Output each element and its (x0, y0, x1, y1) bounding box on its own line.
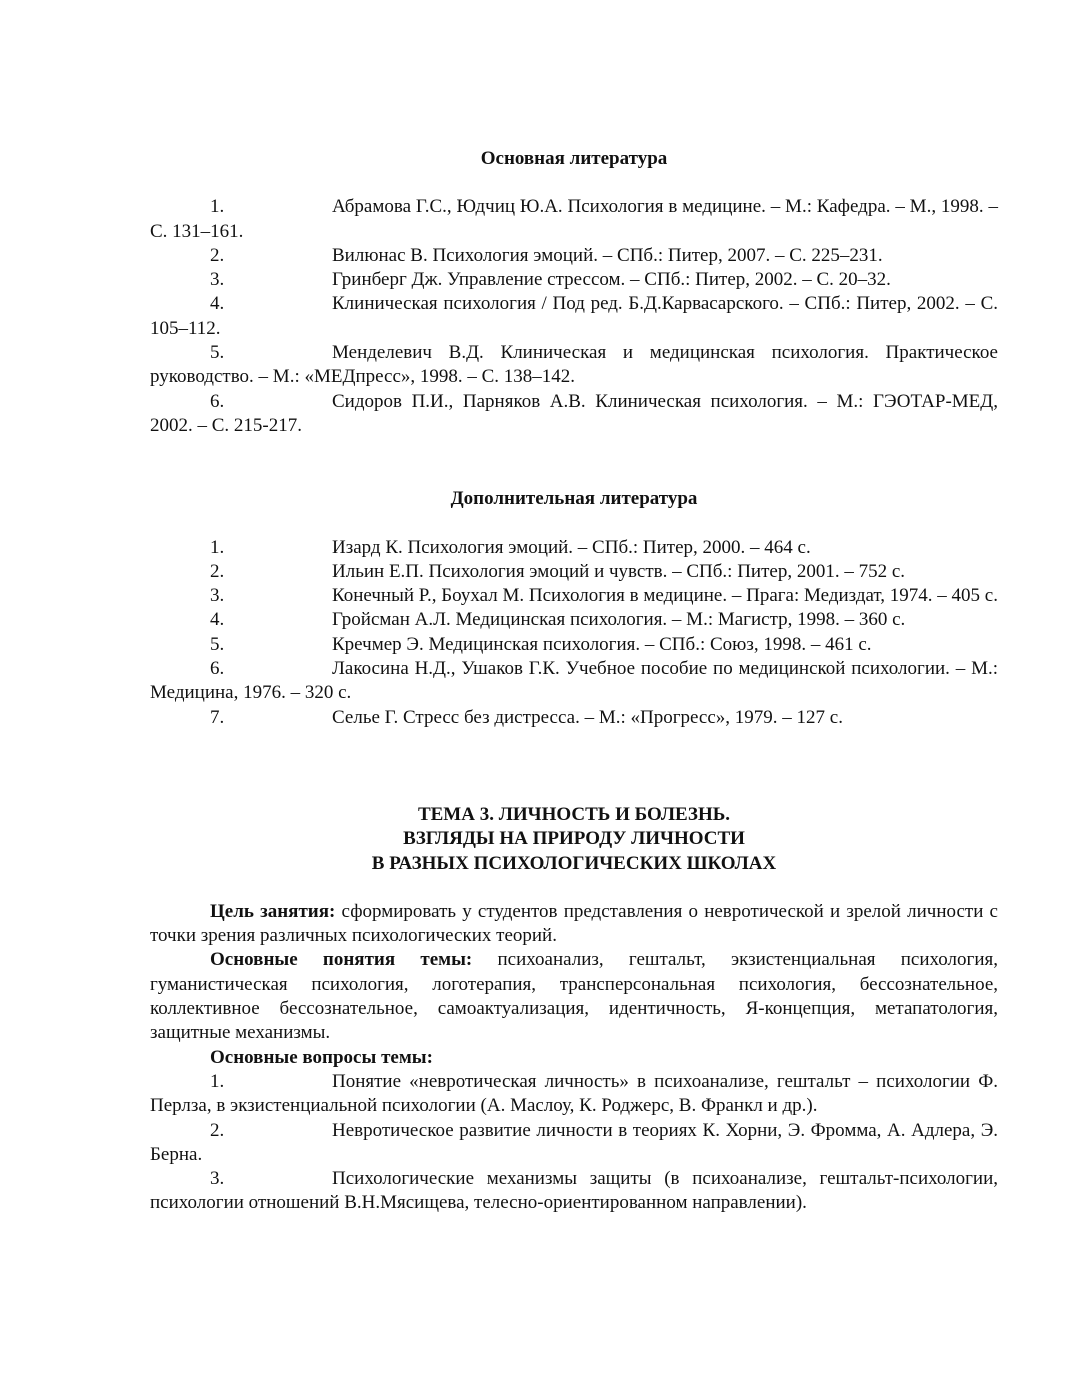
item-number: 7. (210, 706, 225, 728)
item-number: 4. (210, 609, 225, 631)
document-page (150, 0, 998, 1216)
item-text: Психологические механизмы защиты (в психоанализе, гештальт-психологии, психологии отношений В.Н.Мясищева, телесно-ориентированном направлении). (150, 1168, 998, 1214)
questions-list (150, 1070, 998, 1216)
item-text: Клиническая психология / Под ред. Б.Д.Карвасарского. – СПб.: Питер, 2002. – С. 105–112. (150, 293, 998, 339)
list-item (150, 1167, 998, 1216)
item-number: 2. (210, 1119, 225, 1141)
list-item (150, 1070, 998, 1119)
list-item (150, 390, 998, 439)
goal-paragraph (150, 900, 998, 949)
topic-title-line: ВЗГЛЯДЫ НА ПРИРОДУ ЛИЧНОСТИ (403, 828, 745, 850)
item-text: Гройсман А.Л. Медицинская психология. – М.: Магистр, 1998. – 360 с. (332, 609, 906, 631)
item-number: 1. (210, 1070, 225, 1092)
list-item (150, 268, 998, 292)
item-number: 3. (210, 269, 225, 291)
list-item (150, 195, 998, 244)
item-number: 5. (210, 342, 225, 364)
concepts-text: психоанализ, гештальт, экзистенциальная психология, гуманистическая психология, логотерапия, трансперсональная психология, бессознательное, коллективное бессознательное, самоактуализация, идентичность, Я-концепция, метапатология, защитные механизмы. (150, 949, 998, 1044)
list-item (150, 341, 998, 390)
goal-text: сформировать у студентов представления о невротической и зрелой личности с точки зрения различных психологических теорий. (150, 900, 998, 947)
item-number: 3. (210, 585, 225, 607)
item-text: Конечный Р., Боухал М. Психология в медицине. – Прага: Медиздат, 1974. – 405 с. (332, 585, 998, 607)
list-item (150, 657, 998, 706)
item-text: Гринберг Дж. Управление стрессом. – СПб.: Питер, 2002. – С. 20–32. (332, 269, 891, 291)
item-number: 6. (210, 658, 225, 680)
item-number: 1. (210, 196, 225, 218)
item-text: Ильин Е.П. Психология эмоций и чувств. – СПб.: Питер, 2001. – 752 с. (332, 560, 906, 582)
item-number: 6. (210, 390, 225, 412)
list-item (150, 560, 998, 584)
item-number: 1. (210, 536, 225, 558)
item-text: Абрамова Г.С., Юдчиц Ю.А. Психология в медицине. – М.: Кафедра. – М., 1998. – С. 131–161. (150, 196, 998, 242)
concepts-paragraph (150, 948, 998, 1045)
questions-heading: Основные вопросы темы: (210, 1046, 433, 1068)
list-item (150, 633, 998, 657)
main-literature-list (150, 195, 998, 438)
item-text: Сидоров П.И., Парняков А.В. Клиническая психология. – М.: ГЭОТАР-МЕД, 2002. – С. 215-217. (150, 390, 998, 436)
additional-literature-list (150, 536, 998, 730)
item-number: 3. (210, 1168, 225, 1190)
main-literature-heading: Основная литература (480, 148, 668, 169)
item-text: Понятие «невротическая личность» в психоанализе, гештальт – психологии Ф. Перлза, в экзистенциальной психологии (А. Маслоу, К. Роджерс, В. Франкл и др.). (150, 1070, 998, 1117)
item-text: Вилюнас В. Психология эмоций. – СПб.: Питер, 2007. – С. 225–231. (332, 244, 883, 266)
item-number: 2. (210, 560, 225, 582)
list-item (150, 706, 998, 730)
list-item (150, 608, 998, 632)
item-number: 5. (210, 633, 225, 655)
list-item (150, 292, 998, 341)
list-item (150, 536, 998, 560)
list-item (150, 1119, 998, 1168)
goal-label: Цель занятия: (210, 900, 336, 922)
item-number: 2. (210, 244, 225, 266)
item-text: Изард К. Психология эмоций. – СПб.: Питер, 2000. – 464 с. (332, 536, 811, 558)
topic-title-line: В РАЗНЫХ ПСИХОЛОГИЧЕСКИХ ШКОЛАХ (371, 852, 777, 874)
concepts-label: Основные понятия темы: (210, 949, 473, 971)
item-text: Невротическое развитие личности в теориях К. Хорни, Э. Фромма, А. Адлера, Э. Берна. (150, 1119, 998, 1165)
item-text: Селье Г. Стресс без дистресса. – М.: «Прогресс», 1979. – 127 с. (332, 706, 843, 728)
list-item (150, 244, 998, 268)
additional-literature-heading: Дополнительная литература (450, 488, 698, 510)
item-text: Менделевич В.Д. Клиническая и медицинская психология. Практическое руководство. – М.: «МЕДпресс», 1998. – С. 138–142. (150, 342, 998, 388)
item-text: Лакосина Н.Д., Ушаков Г.К. Учебное пособие по медицинской психологии. – М.: Медицина, 1976. – 320 с. (150, 658, 998, 704)
topic-title (150, 803, 998, 876)
item-number: 4. (210, 293, 225, 315)
list-item (150, 584, 998, 608)
item-text: Кречмер Э. Медицинская психология. – СПб.: Союз, 1998. – 461 с. (332, 633, 872, 655)
topic-title-line: ТЕМА 3. ЛИЧНОСТЬ И БОЛЕЗНЬ. (417, 803, 731, 825)
